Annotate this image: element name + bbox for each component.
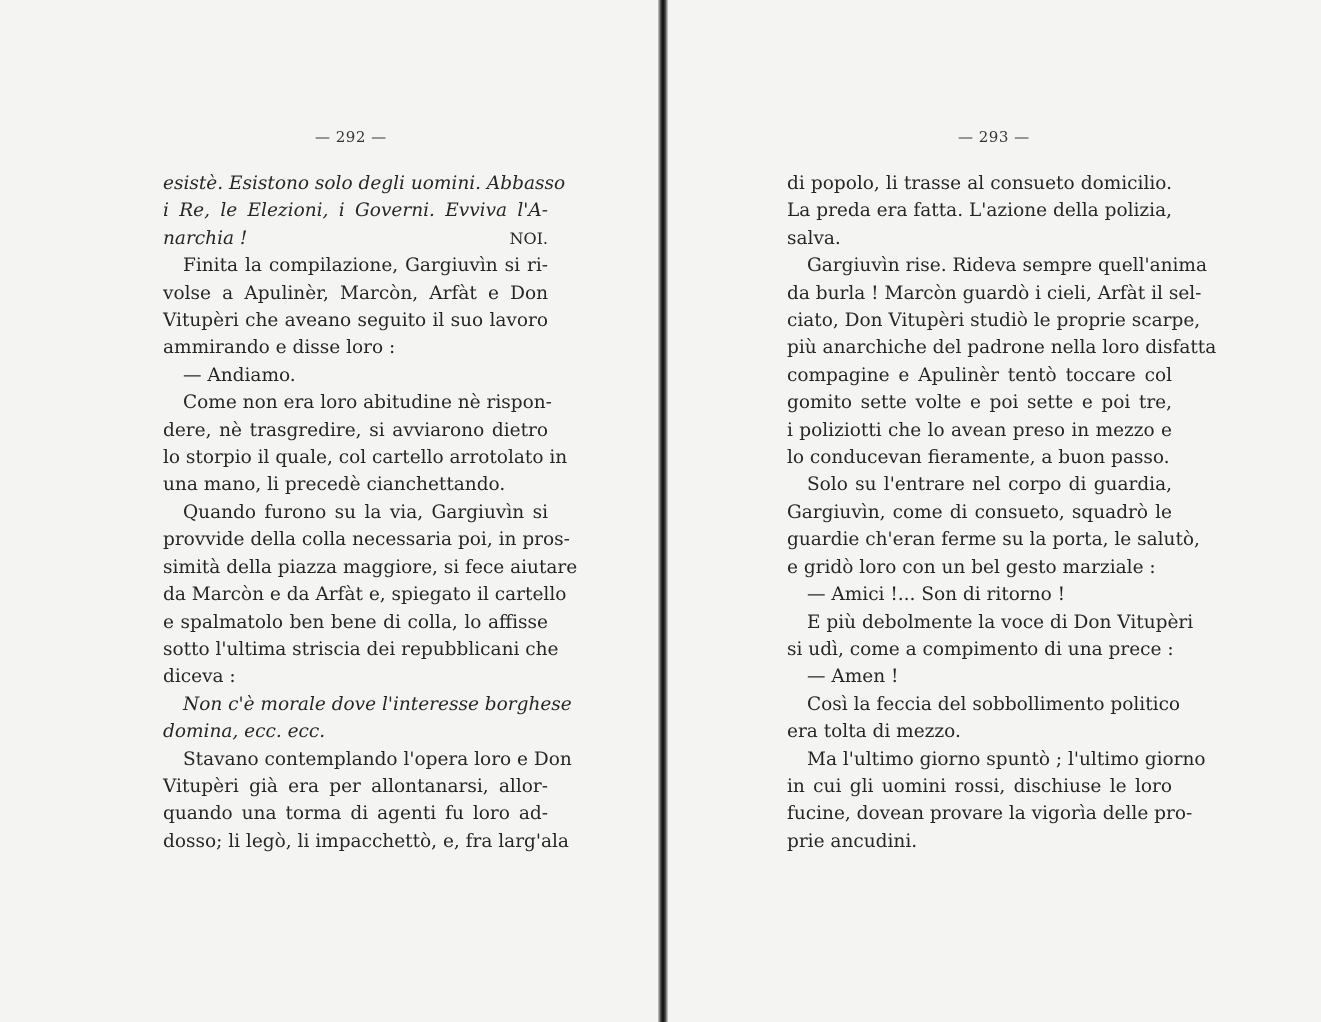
text-line: si udì, come a compimento di una prece :: [787, 638, 1174, 660]
text-line: di popolo, li trasse al consueto domicilio.: [787, 173, 1172, 194]
text-line: più anarchiche del padrone nella loro disfatta: [787, 337, 1217, 359]
text-line: dosso; li legò, li impacchettò, e, fra larg'ala: [163, 830, 569, 852]
text-line: provvide della colla necessaria poi, in pros-: [163, 529, 570, 551]
left-page: [0, 0, 660, 1022]
text-line: — Amici !... Son di ritorno !: [807, 584, 1066, 606]
text-line: Finita la compilazione, Gargiuvìn si ri-: [183, 255, 548, 277]
text-line: Così la feccia del sobbollimento politico: [807, 693, 1181, 715]
text-line: salva.: [787, 227, 841, 249]
text-line: i poliziotti che lo avean preso in mezzo e: [787, 419, 1172, 441]
text-line-signature: [163, 225, 548, 252]
text-line: Solo su l'entrare nel corpo di guardia,: [807, 474, 1172, 496]
text-line: E più debolmente la voce di Don Vitupèri: [807, 611, 1194, 633]
text-line: da burla ! Marcòn guardò i cieli, Arfàt il sel-: [787, 282, 1202, 304]
text-line: e spalmatolo ben bene di colla, lo affisse: [163, 611, 548, 633]
text-line: Vitupèri già era per allontanarsi, allor-: [163, 775, 548, 797]
text-line: da Marcòn e da Arfàt e, spiegato il cartello: [163, 584, 567, 606]
text-line: in cui gli uomini rossi, dischiuse le loro: [787, 775, 1172, 797]
text-line: compagine e Apulinèr tentò toccare col: [787, 364, 1172, 386]
text-line: prie ancudini.: [787, 830, 918, 852]
text-line: Come non era loro abitudine nè rispon-: [183, 392, 552, 414]
text-line: Ma l'ultimo giorno spuntò ; l'ultimo giorno: [807, 748, 1206, 770]
text-line: i Re, le Elezioni, i Governi. Evviva l'A-: [163, 200, 548, 222]
page-number-right: — 293 —: [958, 128, 1030, 146]
text-line: — Andiamo.: [183, 364, 296, 386]
text-line: Gargiuvìn rise. Rideva sempre quell'anima: [807, 255, 1208, 277]
text-line: era tolta di mezzo.: [787, 721, 961, 743]
signature: NOI.: [509, 228, 548, 248]
text-line: volse a Apulinèr, Marcòn, Arfàt e Don: [163, 282, 548, 304]
text-line: quando una torma di agenti fu loro ad-: [163, 803, 548, 825]
text-line: e gridò loro con un bel gesto marziale :: [787, 556, 1156, 578]
text-line: Quando furono su la via, Gargiuvìn si: [183, 501, 548, 523]
text-line: ciato, Don Vitupèri studiò le proprie scarpe,: [787, 310, 1201, 332]
page-number-left: — 292 —: [315, 128, 387, 146]
text-line: narchia !: [163, 227, 248, 249]
text-line: sotto l'ultima striscia dei repubblicani che: [163, 638, 559, 660]
text-line: Gargiuvìn, come di consueto, squadrò le: [787, 501, 1172, 523]
left-page-text: [163, 170, 578, 855]
text-line: una mano, li precedè cianchettando.: [163, 474, 506, 496]
text-line: guardie ch'eran ferme su la porta, le salutò,: [787, 529, 1200, 551]
text-line: simità della piazza maggiore, si fece aiutare: [163, 556, 578, 578]
text-line: domina, ecc. ecc.: [163, 721, 326, 743]
text-line: diceva :: [163, 666, 236, 688]
text-line: lo conducevan fieramente, a buon passo.: [787, 447, 1170, 469]
text-line: fucine, dovean provare la vigorìa delle pro-: [787, 803, 1193, 825]
text-line: Vitupèri che aveano seguito il suo lavoro: [163, 310, 548, 332]
right-page: [668, 0, 1321, 1022]
text-line: — Amen !: [807, 666, 899, 688]
text-line: esistè. Esistono solo degli uomini. Abbasso: [163, 173, 566, 194]
right-page-text: [787, 170, 1217, 855]
text-line: lo storpio il quale, col cartello arrotolato in: [163, 447, 568, 469]
text-line: Stavano contemplando l'opera loro e Don: [183, 748, 572, 770]
text-line: La preda era fatta. L'azione della polizia,: [787, 200, 1172, 222]
text-line: gomito sette volte e poi sette e poi tre,: [787, 392, 1172, 414]
text-line: Non c'è morale dove l'interesse borghese: [183, 693, 572, 715]
text-line: ammirando e disse loro :: [163, 337, 396, 359]
book-gutter: [658, 0, 668, 1022]
text-line: dere, nè trasgredire, si avviarono dietro: [163, 419, 548, 441]
